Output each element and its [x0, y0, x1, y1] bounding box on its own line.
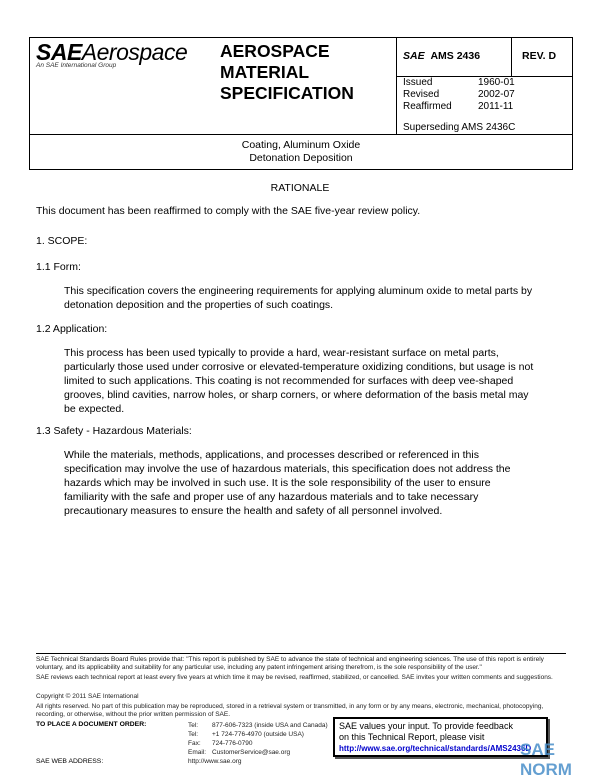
doc-number: SAE AMS 2436 [403, 50, 481, 62]
web-address-link[interactable]: http://www.sae.org [188, 758, 242, 765]
footer-copyright: Copyright © 2011 SAE International [36, 693, 139, 700]
subject: Coating, Aluminum Oxide Detonation Deposition [241, 139, 361, 164]
section-1-1: 1.1 Form: [36, 261, 81, 273]
spec-title: AEROSPACE MATERIAL SPECIFICATION [220, 41, 354, 103]
footer-rights: All rights reserved. No part of this publication may be reproduced, stored in a retrieval system or transmitted, in any form or by any means, electronic, mechanical, photocopying, recording, or otherwise, without the prior written permission of SAE. [36, 703, 544, 718]
section-1: 1. SCOPE: [36, 235, 88, 247]
section-1-3-text: While the materials, methods, applications, and processes described or referenced in this specification may involve the use of hazardous materials, this specification does not address the hazards which may be involved in such use. It is the sole responsibility of the user to ensure familiarity with the safe and proper use of any hazardous materials and to take necessary precautionary measures to ensure the health and safety of all personnel involved. [64, 449, 511, 517]
footer-rules: SAE Technical Standards Board Rules provide that: "This report is published by SAE to advance the state of technical and engineering sciences. The use of this report is entirely voluntary, and its applicability and suitability for any particular use, including any patent infringement arising therefrom, is the sole responsibility of the user." [36, 656, 544, 671]
feedback-link[interactable]: http://www.sae.org/technical/standards/AMS2436D [339, 744, 532, 753]
section-1-2: 1.2 Application: [36, 323, 108, 335]
contacts: Tel: 877-606-7323 (inside USA and Canada) Tel: +1 724-776-4970 (outside USA) Fax: 724-776-0790 Email: CustomerService@sae.org [188, 722, 328, 756]
section-1-2-text: This process has been used typically to provide a hard, wear-resistant surface on metal parts, particularly those used under corrosive or elevated-temperature oxidizing conditions, but usage is not limited to such applications. This coating is not recommended for surfaces with deep vee-shaped grooves, blind cavities, narrow holes, or sharp corners, or where deformation of the basis metal may be expected. [64, 347, 534, 415]
section-1-1-text: This specification covers the engineering requirements for applying aluminum oxide to metal parts by detonation deposition and the properties of such coatings. [64, 285, 533, 311]
section-1-3: 1.3 Safety - Hazardous Materials: [36, 425, 192, 437]
rationale-text: This document has been reaffirmed to comply with the SAE five-year review policy. [36, 205, 421, 217]
email-link[interactable]: CustomerService@sae.org [212, 749, 291, 756]
revision: REV. D [522, 50, 557, 62]
logo-subtitle: An SAE International Group [36, 62, 117, 69]
sae-aerospace-logo: SAEAerospace [36, 39, 188, 65]
footer-review: SAE reviews each technical report at least every five years at which time it may be revised, reaffirmed, stabilized, or cancelled. SAE invites your written comments and suggestions. [36, 674, 553, 681]
feedback-box: SAE values your input. To provide feedback on this Technical Report, please visit http://www.sae.org/technical/standards/AMS2436D [333, 717, 548, 757]
web-label: SAE WEB ADDRESS: [36, 758, 104, 765]
rationale-heading: RATIONALE [270, 182, 330, 194]
order-label: TO PLACE A DOCUMENT ORDER: [36, 721, 147, 728]
dates: Issued 1960-01 Revised 2002-07 Reaffirmed 2011-11 [403, 77, 515, 112]
superseding: Superseding AMS 2436C [403, 122, 516, 133]
watermark-logo: SAE NORM [520, 740, 572, 776]
